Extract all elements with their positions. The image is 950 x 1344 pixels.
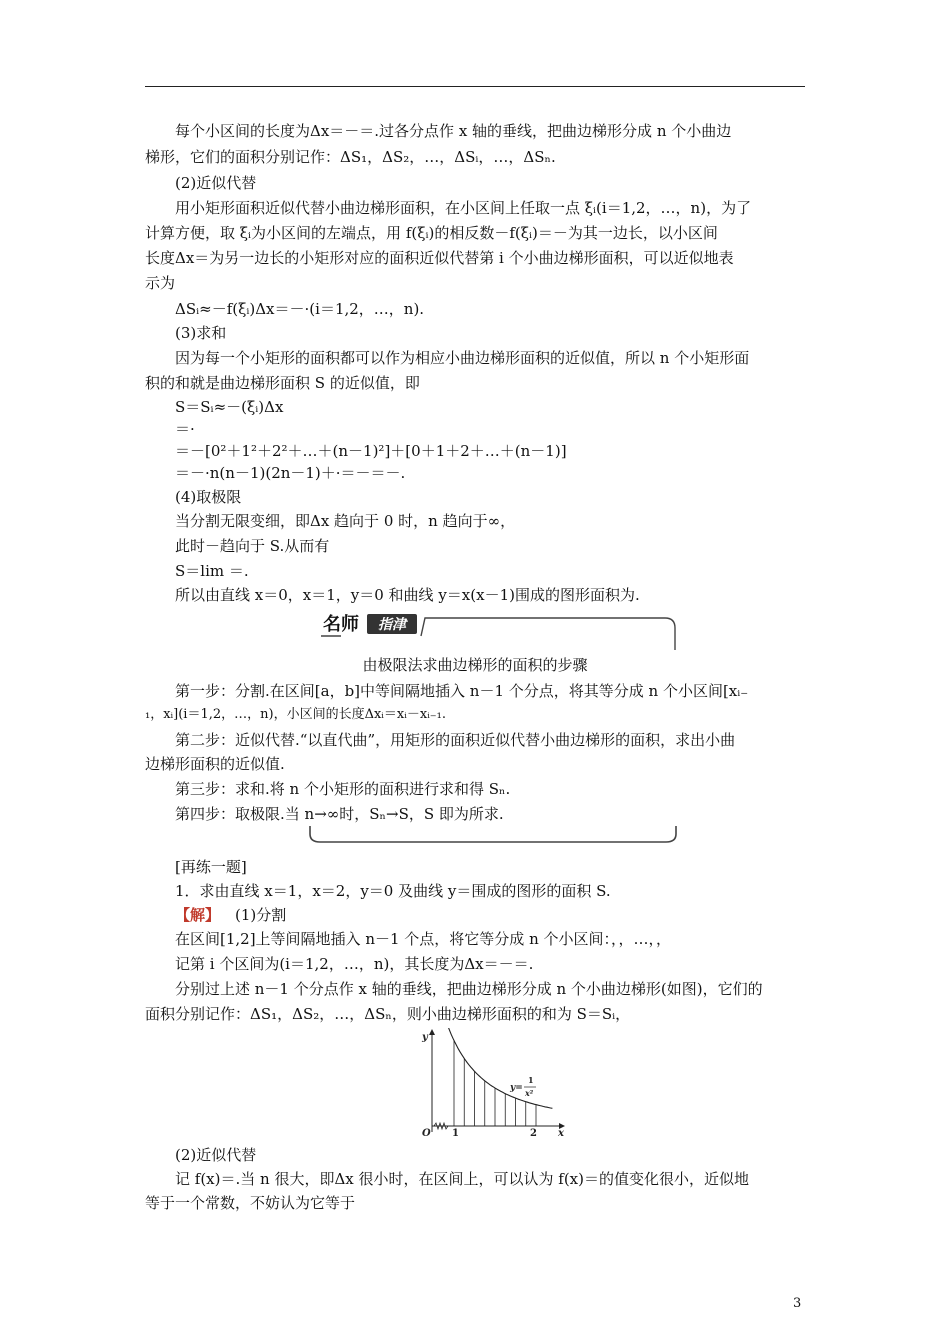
- step-line: 第一步：分割.在区间[a，b]中等间隔地插入 n－1 个分点，将其等分成 n 个小区间[xᵢ₋: [175, 682, 749, 700]
- step-line: ₁，xᵢ](i＝1,2，…，n)，小区间的长度Δxᵢ＝xᵢ－xᵢ₋₁.: [145, 707, 447, 722]
- curve-label-lhs: y=: [510, 1083, 523, 1093]
- formula-line: ΔSᵢ≈－f(ξᵢ)Δx＝－·(i＝1,2，…，n).: [175, 300, 425, 318]
- formula-line: ＝－[0²＋1²＋2²＋…＋(n－1)²]＋[0＋1＋2＋…＋(n－1)]: [175, 442, 567, 460]
- banner-name: 名师: [323, 614, 359, 635]
- formula-line: ＝－·n(n－1)(2n－1)＋·＝－＝－.: [175, 464, 406, 482]
- text-line: 面积分别记作：ΔS₁，ΔS₂，…，ΔSₙ，则小曲边梯形面积的和为 S＝Sᵢ，: [145, 1005, 631, 1023]
- text-line: 用小矩形面积近似代替小曲边梯形面积，在小区间上任取一点 ξᵢ(i＝1,2，…，n)，为了: [175, 199, 752, 217]
- solution-line: [175, 904, 286, 926]
- section-heading: (2)近似代替: [175, 174, 257, 192]
- text-line: 积的和就是曲边梯形面积 S 的近似值，即: [145, 374, 420, 392]
- section-heading: (4)取极限: [175, 488, 242, 506]
- formula-line: S＝Sᵢ≈－(ξᵢ)Δx: [175, 398, 284, 416]
- step-line: 边梯形面积的近似值.: [145, 755, 285, 773]
- step-line: 第四步：取极限.当 n→∞时，Sₙ→S，S 即为所求.: [175, 805, 504, 823]
- text-line: 所以由直线 x＝0，x＝1，y＝0 和曲线 y＝x(x－1)围成的图形面积为.: [175, 586, 640, 604]
- rectangle-strips: [454, 1041, 536, 1127]
- tick-label-2: 2: [530, 1128, 537, 1139]
- text-line: 梯形，它们的面积分别记作：ΔS₁，ΔS₂，…，ΔSᵢ，…，ΔSₙ.: [145, 148, 556, 166]
- text-line: 每个小区间的长度为Δx＝－＝.过各分点作 x 轴的垂线，把曲边梯形分成 n 个小曲边: [175, 122, 732, 140]
- text-line: 等于一个常数，不妨认为它等于: [145, 1194, 356, 1212]
- mingshi-zhijin-banner: [313, 608, 677, 650]
- tick-label-1: 1: [452, 1128, 459, 1139]
- curve-label-denominator: x²: [525, 1088, 534, 1098]
- curve-figure: [418, 1028, 566, 1140]
- section-heading: (2)近似代替: [175, 1146, 257, 1164]
- step-line: 第三步：求和.将 n 个小矩形的面积进行求和得 Sₙ.: [175, 780, 511, 798]
- text-line: 在区间[1,2]上等间隔地插入 n－1 个点，将它等分成 n 个小区间：，，…，，: [175, 930, 671, 948]
- formula-line: ＝·: [175, 420, 195, 438]
- solution-tag: 【解】: [175, 906, 221, 924]
- page-number: 3: [793, 1296, 802, 1311]
- section-heading: (3)求和: [175, 324, 227, 342]
- text-line: 因为每一个小矩形的面积都可以作为相应小曲边梯形面积的近似值，所以 n 个小矩形面: [175, 349, 750, 367]
- box-title: 由极限法求曲边梯形的面积的步骤: [362, 656, 588, 674]
- curve-label-numerator: 1: [528, 1075, 534, 1085]
- y-axis-label: y: [422, 1032, 428, 1043]
- curve-y-1-over-x2: [446, 1028, 553, 1108]
- text-line: 长度Δx＝为另一边长的小矩形对应的面积近似代替第 i 个小曲边梯形面积，可以近似地表: [145, 249, 734, 267]
- text-line: 计算方便，取 ξᵢ为小区间的左端点，用 f(ξᵢ)的相反数－f(ξᵢ)＝－为其一边长，以小区间: [145, 224, 718, 242]
- text-line: 示为: [145, 274, 176, 292]
- header-rule: [145, 86, 805, 87]
- origin-label: O: [422, 1128, 431, 1139]
- text-line: 记第 i 个区间为(i＝1,2，…，n)，其长度为Δx＝－＝.: [175, 955, 534, 973]
- practice-problem: 1．求由直线 x＝1，x＝2，y＝0 及曲线 y＝围成的图形的面积 S.: [175, 882, 611, 900]
- box-bottom-border: [308, 826, 678, 846]
- x-axis-label: x: [558, 1128, 564, 1139]
- formula-line: S＝lim ＝.: [175, 562, 249, 580]
- practice-title: [再练一题]: [175, 858, 247, 876]
- text-line: 此时－趋向于 S.从而有: [175, 537, 330, 555]
- solution-heading: (1)分割: [235, 906, 287, 924]
- text-line: 记 f(x)＝.当 n 很大，即Δx 很小时，在区间上，可以认为 f(x)＝的值变化很小，近似地: [175, 1170, 749, 1188]
- banner-tag: 指津: [378, 617, 406, 633]
- text-line: 分别过上述 n－1 个分点作 x 轴的垂线，把曲边梯形分成 n 个小曲边梯形(如图)，它们的: [175, 980, 763, 998]
- text-line: 当分割无限变细，即Δx 趋向于 0 时，n 趋向于∞，: [175, 512, 516, 530]
- step-line: 第二步：近似代替.“以直代曲”，用矩形的面积近似代替小曲边梯形的面积，求出小曲: [175, 731, 736, 749]
